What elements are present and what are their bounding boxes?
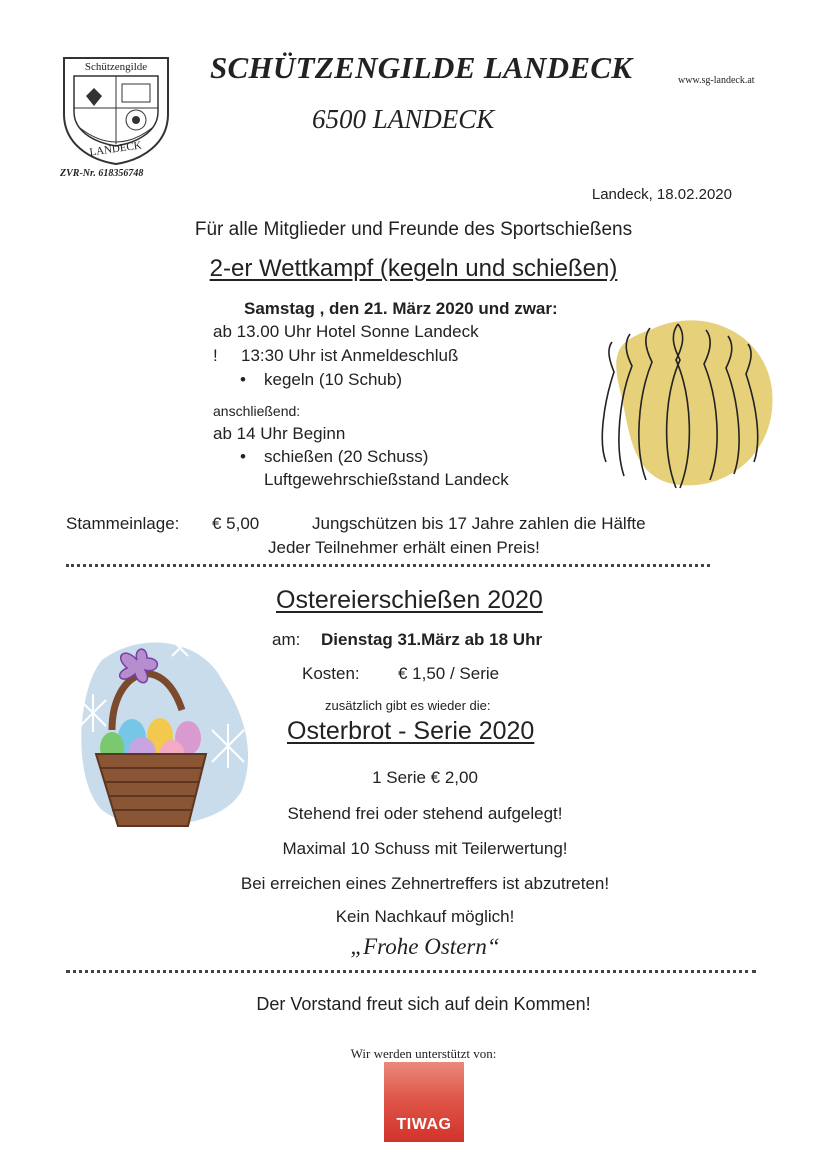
sponsor-name: TIWAG bbox=[396, 1116, 452, 1133]
fee-amount: € 5,00 bbox=[212, 514, 260, 533]
osterbrot-heading: Osterbrot - Serie 2020 bbox=[287, 717, 535, 745]
registration-number: ZVR-Nr. 618356748 bbox=[60, 168, 144, 179]
closing-line: Der Vorstand freut sich auf dein Kommen! bbox=[256, 994, 591, 1014]
fee-label: Stammeinlage: bbox=[66, 514, 180, 533]
bread-price: 1 Serie € 2,00 bbox=[372, 768, 478, 787]
section-divider bbox=[66, 564, 710, 567]
bullet-shooting: • bbox=[240, 447, 246, 466]
section-divider-footer bbox=[66, 970, 756, 973]
shooting-item: schießen (20 Schuss) bbox=[264, 447, 429, 466]
crest-title: Schützengilde bbox=[84, 61, 148, 73]
wettkampf-start: ab 13.00 Uhr Hotel Sonne Landeck bbox=[213, 322, 479, 341]
crest-town: LANDECK bbox=[88, 139, 143, 159]
bowling-item: kegeln (10 Schub) bbox=[264, 370, 402, 389]
easter-greeting: „Frohe Ostern“ bbox=[350, 934, 500, 959]
youth-note: Jungschützen bis 17 Jahre zahlen die Hälfte bbox=[312, 514, 646, 533]
registration-deadline: 13:30 Uhr ist Anmeldeschluß bbox=[241, 346, 459, 365]
bullet-bowling: • bbox=[240, 370, 246, 389]
cost-label: Kosten: bbox=[302, 664, 360, 683]
club-website[interactable]: www.sg-landeck.at bbox=[678, 75, 755, 86]
cost-value: € 1,50 / Serie bbox=[398, 664, 500, 683]
club-name: SCHÜTZENGILDE LANDECK bbox=[210, 50, 633, 85]
prize-note: Jeder Teilnehmer erhält einen Preis! bbox=[268, 538, 540, 557]
club-crest-icon bbox=[60, 56, 172, 166]
date-label: am: bbox=[272, 630, 301, 649]
rule-ten-hit: Bei erreichen eines Zehnertreffers ist abzutreten! bbox=[240, 874, 610, 893]
shooting-venue: Luftgewehrschießstand Landeck bbox=[264, 470, 509, 489]
bowling-pins-icon bbox=[590, 310, 780, 490]
easter-basket-icon bbox=[72, 630, 257, 830]
rule-max-shots: Maximal 10 Schuss mit Teilerwertung! bbox=[282, 839, 568, 858]
rule-no-rebuy: Kein Nachkauf möglich! bbox=[335, 907, 515, 926]
rule-standing: Stehend frei oder stehend aufgelegt! bbox=[287, 804, 563, 823]
shooting-begin: ab 14 Uhr Beginn bbox=[213, 424, 346, 443]
ostereier-heading: Ostereierschießen 2020 bbox=[276, 586, 543, 614]
supported-by: Wir werden unterstützt von: bbox=[350, 1046, 497, 1061]
letter-date: Landeck, 18.02.2020 bbox=[591, 186, 732, 203]
wettkampf-heading: 2-er Wettkampf (kegeln und schießen) bbox=[209, 255, 618, 282]
intro-line: Für alle Mitglieder und Freunde des Sportschießens bbox=[194, 219, 633, 240]
club-city: 6500 LANDECK bbox=[312, 104, 495, 134]
extra-note: zusätzlich gibt es wieder die: bbox=[325, 698, 491, 713]
wettkampf-date: Samstag , den 21. März 2020 und zwar: bbox=[244, 299, 558, 318]
ostereier-date: Dienstag 31.März ab 18 Uhr bbox=[321, 630, 543, 649]
afterwards-label: anschließend: bbox=[213, 403, 301, 419]
sponsor-logo bbox=[384, 1062, 464, 1142]
registration-mark: ! bbox=[213, 346, 218, 365]
